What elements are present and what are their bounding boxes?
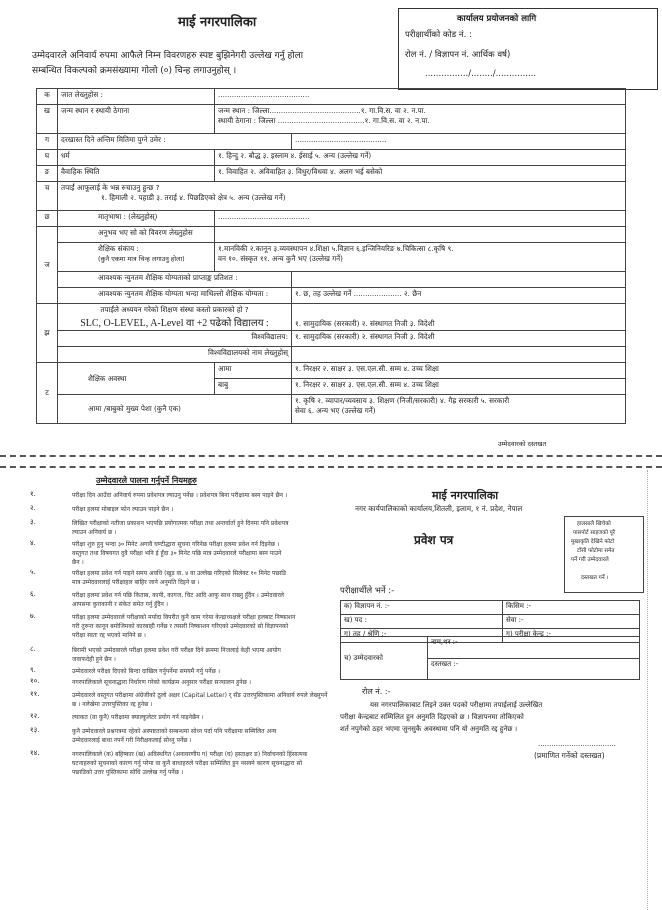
rule-text: परीक्षा हलमा उम्मेदवारले परीक्षाको मर्यादा विपरीत कुनै काम गरेमा केन्द्राध्यक्षले परीक्षा हलबाट निष्काशन [72,614,296,621]
father-label: बाबु [215,379,292,395]
mother-education-options[interactable]: १. निरक्षर २. साक्षर ३. एस.एल.सी. सम्म ४. उच्च शिक्षा [292,363,626,379]
min-qualification-label: आवश्यक न्युनतम शैक्षिक योग्यताको प्राप्ताङ्क प्रतिशत : [58,272,292,288]
row-key: घ [37,150,58,166]
age-field[interactable]: ........................................ [292,134,626,150]
education-status-label: शैक्षिक अवस्था [58,363,215,395]
rule-text: परीक्षा हलमा प्रवेश गर्न पछि किताब, कापी, कागज, चिट आदि आफू साथ राख्नु हुँदैन । उम्मेदवारले [72,592,284,599]
faculty-note: (कुनै एकमा मात्र चिन्ह लगाउनु होला) [98,255,185,263]
rule-number: ७. [30,612,36,620]
mother-tongue-field[interactable]: ........................................ [215,211,626,227]
form-row-ta-mother [37,363,626,379]
marital-status-options[interactable]: १. विवाहित २. अविवाहित ३. विधुर/विधवा ४. अलग भई बसेको [215,166,626,182]
candidate-identity-table [340,636,640,680]
rule-number: १०. [30,677,40,685]
page-title: माई नगरपालिका [178,15,257,30]
rule-text: परीक्षा हलमा मोबाइल फोन ल्याउन पाइने छैन । [72,506,174,513]
rule-number: १३. [30,726,40,734]
form-row-ta-occupation [37,395,626,424]
roll-ad-year-label: रोल नं. / विज्ञापन नं. आर्थिक वर्ष) [405,50,511,60]
row-key: च [37,182,58,211]
office-dots: ................/......../............... [425,69,537,79]
row-label: जात लेख्नुहोस : [58,89,215,105]
admit-note-line-1: यस नगरपालिकाबाट लिइने उक्त पदको परीक्षामा तपाईलाई उल्लेखित [370,701,543,709]
form-row-jha [37,304,626,331]
rule-number: ३. [30,518,36,526]
photo-note: पर्ने गरी उम्मेदवारले [571,557,609,563]
rule-number: १. [30,490,36,498]
rule-number: ५. [30,568,36,576]
form-row-kha [37,105,626,134]
occupation-label: आमा /बाबुको मुख्य पेशा (कुनै एक) [58,395,292,424]
rule-number: ८. [30,645,36,653]
row-key: ग [37,134,58,150]
mother-label: आमा [215,363,292,379]
level-field[interactable]: ग) तह / श्रेणि :- [341,629,503,643]
form-row-gha [37,150,626,166]
university-type-options[interactable]: १. सामुदायिक (सरकारी) २. संस्थागत निजी ३. विदेशी [292,331,626,347]
form-row-cha [37,182,626,211]
slc-school-options[interactable]: १. सामुदायिक (सरकारी) २. संस्थागत निजी ३. विदेशी [292,304,626,331]
cut-line-1 [0,455,662,457]
rule-text: ल्याकत (वा कुनै) परीक्षामा क्याल्कुलेटर प्रयोग गर्न पाइनेछैन । [72,714,204,721]
rule-number: १२. [30,712,40,720]
photo-note: पासपोर्ट साइजको पूरै [573,530,616,536]
rule-number: ९. [30,666,36,674]
admit-card-org-title: माई नगरपालिका [432,489,499,502]
candidate-fill-label: परीक्षार्थीले भर्ने :- [340,586,395,596]
admit-note-line-3: शर्त नपुगेको ठहर भएमा जुनसुकै अवस्थामा पनि यो अनुमति रद्द हुनेछ । [340,725,518,733]
birthplace-field[interactable]: जन्म स्थान : जिल्ला........................................१. गा.वि.स. वा २. न.पा. [218,106,426,115]
photo-note: मुखाकृति देखिने फोटो [571,539,615,545]
candidate-signature-field[interactable]: दस्तखत :- [428,658,640,680]
occupation-options[interactable]: १. कृषि २. व्यापार/व्यवसाय ३. शिक्षण (निजी/सरकारी) ४. गैह्र सरकारी ५. सरकारी [295,396,510,405]
experience-field[interactable] [215,227,626,243]
rule-text: जवाफदेही हुने छैन । [72,656,116,663]
school-question: तपाईंले अध्ययन गरेको शिक्षण संस्था कस्तो प्रकारको हो ? [100,305,249,314]
rule-number: ६. [30,590,36,598]
rule-text: मात्र उम्मेदवारलाई परीक्षाहल बाहिर जाने अनुमति दिइने छ । [72,579,200,586]
application-form-table [36,88,626,424]
form-row-jha-univ [37,331,626,347]
university-type-label: विश्वविद्यालय: [58,331,292,347]
form-row-ja-faculty [37,243,626,272]
rule-text: परीक्षा हलमा प्रवेश गर्न पाइने समय अवधि (खुड वा. ४ वा उल्लेख गरिएको सिलेक्ट १० मिनेट पछाडि [72,570,286,577]
official-sign-dots: ................................... [538,740,616,748]
form-row-ja-higher [37,288,626,304]
row-label: धर्म [58,150,215,166]
service-field[interactable]: सेवा :- [503,615,640,629]
rule-number: ११. [30,690,40,698]
rule-text: छैन । [72,559,84,566]
rule-text: उम्मेदवारलाई बाधा नपर्ने गरी निरीक्षकलाई सोध्नु पर्नेछ । [72,737,192,744]
admit-card-org-subtitle: नगर कार्यपालिकाको कार्यालय,शितली, इलाम, १ नं. प्रदेश, नेपाल [355,504,523,513]
rule-text: उम्मेदवारले परीक्षा दिएको बिन्दा दाखिल गर्नुपर्नेमा समयमै गर्नु पर्नेछ । [72,668,220,675]
rule-text: ल्याउन अनिवार्य छ । [72,529,117,536]
row-label: जन्म स्थान र स्थायी ठेगाना [58,105,215,134]
region-options[interactable]: १. हिमाली २. पहाडी ३. तराई ४. पिछडिएको क्षेत्र ५. अन्य (उल्लेख गर्ने) [101,193,286,202]
instruction-line-1: उम्मेदवारले अनिवार्य रुपमा आफैले निम्न विवरणहरु स्पष्ट बुझिनेगरी उल्लेख गर्नु होला [32,51,304,61]
rule-text: बिरामी भएको उम्मेदवारले परीक्षा हलमा प्रवेश गरी परीक्षा दिने क्रममा निजलाई केही भएमा आयोग [72,647,281,654]
row-key: ज [37,227,58,304]
rule-text: लिखित परीक्षाको नतीजा प्रकाशन भएपछि प्रयोगात्मक परीक्षा तथा अन्तर्वार्ता हुने दिनमा पनि प्रवेशपत्र [72,520,289,527]
form-row-ga [37,134,626,150]
rule-text: कुनै उम्मेदवारले प्रश्नपत्रमा रहेको अस्पष्टताको सम्बन्धमा सोध्न पर्दा पनि परीक्षामा सम्मिलित अन्य [72,728,277,735]
rule-text: नगरपालिकाले सूचनाद्धारा निर्धारण गरेको कार्यक्रम अनुसार परीक्षा सञ्चालन हुनेछ । [72,679,251,686]
candidate-signature-label: उम्मेदवारको दस्तखत [498,440,547,448]
office-use-heading: कार्यालय प्रयोजनको लागि [457,14,537,24]
rule-text: गरी तुरुन्त कानून बमोजिमको कारबाही गर्नेछ र त्यसरी निष्काशन गरिएको उम्मेदवारको सो विज्ञापनको [72,623,289,630]
photo-note: हालसालै खिचेको [577,521,611,527]
instruction-line-2: सम्बन्धित विकल्पको क्रमसंख्यामा गोलो (०) चिन्ह लगाउनुहोस् । [32,66,237,76]
rule-number: ४. [30,539,36,547]
rule-text: छ । नलेखेमा उत्तरपुस्तिका रद्द हुनेछ । [72,701,153,708]
cut-line-2 [0,466,662,468]
rules-heading: उम्मेदवारले पालना गर्नुपर्ने नियमहरु [96,476,197,485]
row-key: क [37,89,58,105]
occupation-options-2[interactable]: सेवा ६. अन्य भए (उल्लेख गर्ने) [295,406,376,415]
row-key: ङ [37,166,58,182]
row-key: छ [37,211,58,227]
form-row-ja-experience [37,227,626,243]
roll-number-label: रोल नं. :- [362,687,391,696]
rule-text: आपसमा कुराकानी र संकेत समेत गर्नु हुँदैन । [72,601,169,608]
row-label: दरखास्त दिने अन्तिम मितिमा पुग्ने उमेर : [58,134,292,150]
faculty-options[interactable]: १.मानविकी २.कानून ३.व्यवस्थापन ४.शिक्षा ५.विज्ञान ६.इन्जिनियरिङ ७.चिकित्सा ८.कृषि ९. [218,244,454,253]
permanent-address-field[interactable]: स्थायी ठेगाना : जिल्ला ......................................१. गा.वि.स. वा २. न.पा. [218,116,430,125]
higher-qualification-label: आवश्यक न्युनतम शैक्षिक योग्यता भन्दा माथिल्लो शैक्षिक योग्यता : [58,288,292,304]
experience-label: अनुभव भए सो को विवरण लेख्नुहोस [58,227,215,243]
rule-number: २. [30,504,36,512]
rule-text: घटनाहरुको सूचनाको कारण गर्नु परेमा वा कुनै बाधाहरुले परीक्षा सम्मिलित हुन नसक्ने कारण सूचनाद्धारा सो [72,760,303,767]
row-key: ट [37,363,58,424]
row-key: झ [37,304,58,363]
row-label: वैवाहिक स्थिति [58,166,215,182]
rule-text: पछाडिको उत्तर पुस्तिकामा सोधि उल्लेख गर्नु पर्नेछ । [72,769,184,776]
photo-note: टाँसी फोटोमा समेत [577,548,615,554]
religion-options[interactable]: १. हिन्दु २. बौद्ध ३. इस्लाम ४. ईसाई ५. अन्य (उल्लेख गर्ने) [215,150,626,166]
university-name-label: विश्वविद्यालयको नाम लेख्नुहोस् [58,347,292,363]
exam-center-field[interactable]: ग) परीक्षा केन्द्र :- [503,629,640,643]
rule-text: परीक्षा शुरु हुनु भन्दा ३० मिनेट अगावै घण्टीद्धारा सूचना गरिनेछ परीक्षा हलमा प्रवेश गर्न दिइनेछ । [72,541,280,548]
caste-field[interactable]: ........................................ [215,89,626,105]
faculty-label: शैक्षिक संकाय : [98,244,139,253]
candidate-label: च) उम्मेदवारको [341,637,428,680]
rule-text: परीक्षा स्वतः रद्द भएको मानिने छ । [72,632,146,639]
ad-number-field[interactable]: क) विज्ञापन नं. :- [341,601,503,615]
admit-note-line-2: परीक्षा केन्द्रबाट सम्मिलित हुन अनुमति दिइएको छ । विज्ञापनमा तोकिएको [340,713,524,721]
candidate-code-label: परीक्षार्थीको कोड नं. : [405,30,472,40]
row-label: तपाईं आफूलाई के भन्न रुचाउनु हुन्छ ? [61,183,160,192]
admit-card-title: प्रवेश पत्र [414,533,454,547]
slc-school-label: SLC, O-LEVEL, A-Level वा +2 पढेको विद्यालय : [80,318,269,329]
right-edge-line [647,470,648,910]
row-key: ख [37,105,58,134]
office-use-box [398,8,658,90]
form-row-nga [37,166,626,182]
rule-number: १४. [30,749,40,757]
rule-text: परीक्षा दिन आउँदा अनिवार्य रुपमा प्रवेशपत्र ल्याउनु पर्नेछ । प्रवेशपत्र बिना परीक्षामा बस्न पाइने छैन । [72,492,288,499]
photo-note: दस्तखत गर्ने । [581,575,609,581]
university-name-field[interactable] [292,347,626,363]
form-row-ja-min [37,272,626,288]
post-field[interactable]: ख) पद : [341,615,503,629]
father-education-options[interactable]: १. निरक्षर २. साक्षर ३. एस.एल.सी. सम्म ४. उच्च शिक्षा [292,379,626,395]
category-field[interactable]: किसिम :- [503,601,640,615]
rule-text: वस्तुगत तथा विषयगत दुवै परीक्षा भनि ई हुँदा ३० मिनेट पछि मात्र उम्मेदवारले परीक्षामा बस्न पाउने [72,550,282,557]
form-row-ka [37,89,626,105]
form-row-jha-univname [37,347,626,363]
form-row-chha [37,211,626,227]
candidate-name-field[interactable]: नाम,थर :- [428,637,640,659]
rule-text: नगरपालिकाले (क) बहिष्कार (ख) अविस्थगित (अनावरणीय ग) परीक्षा (घ) हस्ताक्षर ङ) निर्वाचनको हिंसात्मक [72,751,308,758]
official-signature-label: (प्रमाणित गर्नेको दस्तखत) [534,751,605,760]
photo-box[interactable] [564,516,644,593]
row-label: मातृभाषा : (लेख्नुहोस्) [58,211,215,227]
higher-qualification-options[interactable]: १. छ, तह उल्लेख गर्ने ..................... २. छैन [292,288,626,304]
min-qualification-field[interactable] [292,272,626,288]
rule-text: उम्मेदवारले वस्तुगत परीक्षामा अंग्रेजीको ठूलो अक्षर (Capital Letter) र् सँङ उत्तरपुस्तिकामा अनिवार्य रुपले लेख्नुपर्ने [72,692,328,699]
faculty-options-2[interactable]: वन १०. संस्कृत ११. अन्य कुनै भए (उल्लेख गर्ने) [218,254,343,263]
